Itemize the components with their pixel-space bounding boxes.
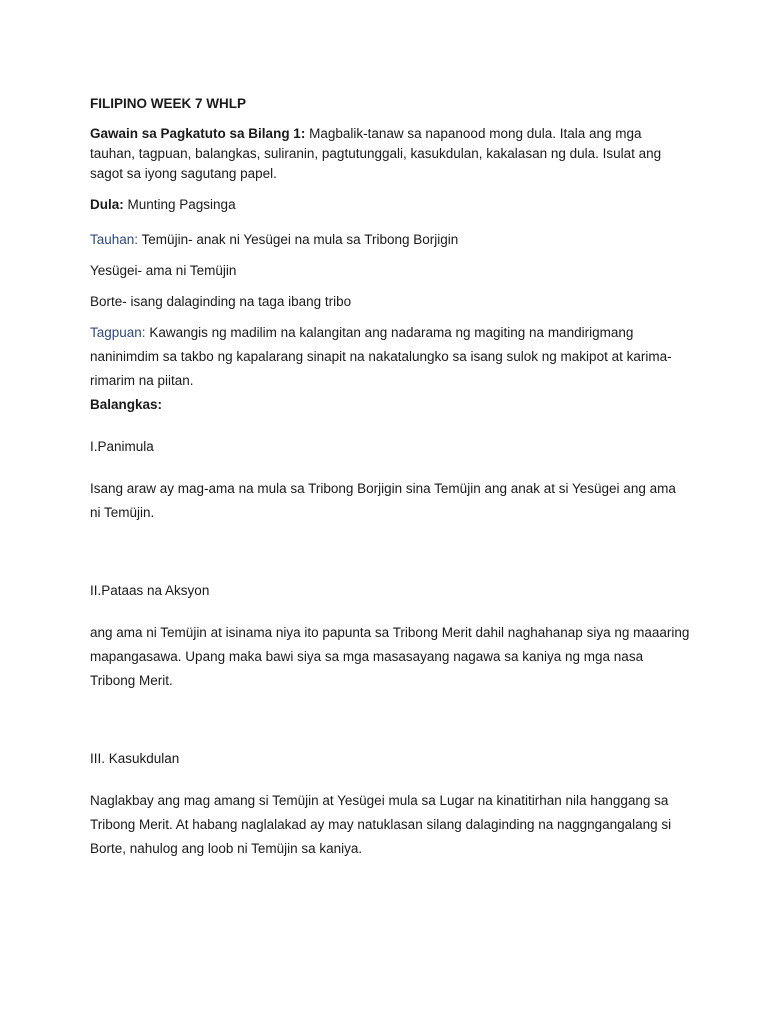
dula-line	[90, 195, 690, 215]
tagpuan-label: Tagpuan:	[90, 325, 146, 340]
section-text: Naglakbay ang mag amang si Temüjin at Yesügei mula sa Lugar na kinatitirhan nila hanggang sa Tribong Merit. At habang naglalakad ay may natuklasan silang dalaginding na naggngangalang si Borte, nahulog ang loob ni Temüjin sa kaniya.	[90, 793, 672, 856]
tagpuan-text: Kawangis ng madilim na kalangitan ang nadarama ng magiting na mandirigmang naninimdim sa takbo ng kapalarang sinapit na nakatalungko sa isang sulok ng makipot at karima-rimarim na piitan.	[90, 325, 672, 388]
tauhan-item: Yesügei- ama ni Temüjin	[90, 263, 237, 278]
balangkas-label: Balangkas:	[90, 397, 163, 412]
gawain-label: Gawain sa Pagkatuto sa Bilang 1:	[90, 126, 306, 141]
document-page	[90, 94, 690, 861]
gawain-paragraph	[90, 124, 690, 184]
section-text: Isang araw ay mag-ama na mula sa Tribong Borjigin sina Temüjin ang anak at si Yesügei ang ama ni Temüjin.	[90, 481, 676, 520]
tauhan-line	[90, 230, 690, 250]
dula-title: Munting Pagsinga	[123, 197, 236, 212]
section-heading: III. Kasukdulan	[90, 751, 180, 766]
tauhan-label: Tauhan:	[90, 232, 139, 247]
document-title: FILIPINO WEEK 7 WHLP	[90, 96, 247, 111]
section-heading: II.Pataas na Aksyon	[90, 583, 210, 598]
dula-label: Dula:	[90, 197, 124, 212]
tagpuan-paragraph	[90, 321, 690, 393]
tauhan-item: Borte- isang dalaginding na taga ibang tribo	[90, 294, 352, 309]
tauhan-item: Temüjin- anak ni Yesügei na mula sa Tribong Borjigin	[138, 232, 459, 247]
gawain-text: Magbalik-tanaw sa napanood mong dula. Itala ang mga tauhan, tagpuan, balangkas, suliranin, pagtutunggali, kasukdulan, kakalasan ng dula. Isulat ang sagot sa iyong sagutang papel.	[90, 126, 662, 181]
section-text: ang ama ni Temüjin at isinama niya ito papunta sa Tribong Merit dahil naghahanap siya ng maaaring mapangasawa. Upang maka bawi siya sa mga masasayang nagawa sa kaniya ng mga nasa Tribong Merit.	[90, 625, 690, 688]
section-heading: I.Panimula	[90, 439, 154, 454]
